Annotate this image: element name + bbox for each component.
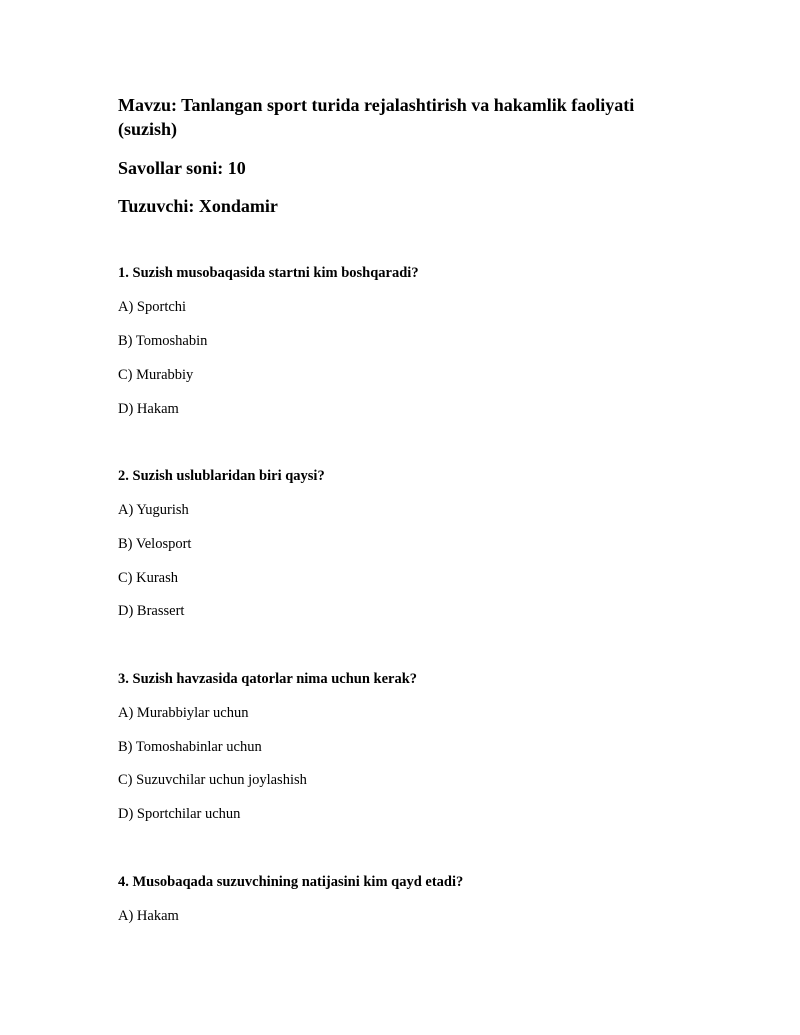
question-2: 2. Suzish uslublaridan biri qaysi? bbox=[118, 468, 325, 484]
question-3: 3. Suzish havzasida qatorlar nima uchun kerak? bbox=[118, 671, 418, 687]
question-4: 4. Musobaqada suzuvchining natijasini kim qayd etadi? bbox=[118, 874, 464, 890]
question-1: 1. Suzish musobaqasida startni kim boshqaradi? bbox=[118, 265, 419, 281]
author: Tuzuvchi: Xondamir bbox=[118, 196, 278, 216]
question-1-option-d: D) Hakam bbox=[118, 401, 179, 417]
question-4-option-a: A) Hakam bbox=[118, 908, 179, 924]
question-2-option-c: C) Kurash bbox=[118, 570, 179, 586]
question-3-option-b: B) Tomoshabinlar uchun bbox=[118, 739, 262, 755]
question-count: Savollar soni: 10 bbox=[118, 158, 246, 178]
document-title: Mavzu: Tanlangan sport turida rejalashtirish va hakamlik faoliyati (suzish) bbox=[118, 95, 635, 139]
question-3-option-d: D) Sportchilar uchun bbox=[118, 806, 241, 822]
question-3-option-c: C) Suzuvchilar uchun joylashish bbox=[118, 772, 307, 788]
question-1-option-a: A) Sportchi bbox=[118, 299, 187, 315]
question-1-option-b: B) Tomoshabin bbox=[118, 333, 208, 349]
question-2-option-d: D) Brassert bbox=[118, 603, 185, 619]
question-3-option-a: A) Murabbiylar uchun bbox=[118, 705, 249, 721]
question-1-option-c: C) Murabbiy bbox=[118, 367, 194, 383]
question-2-option-a: A) Yugurish bbox=[118, 502, 189, 518]
question-2-option-b: B) Velosport bbox=[118, 536, 192, 552]
